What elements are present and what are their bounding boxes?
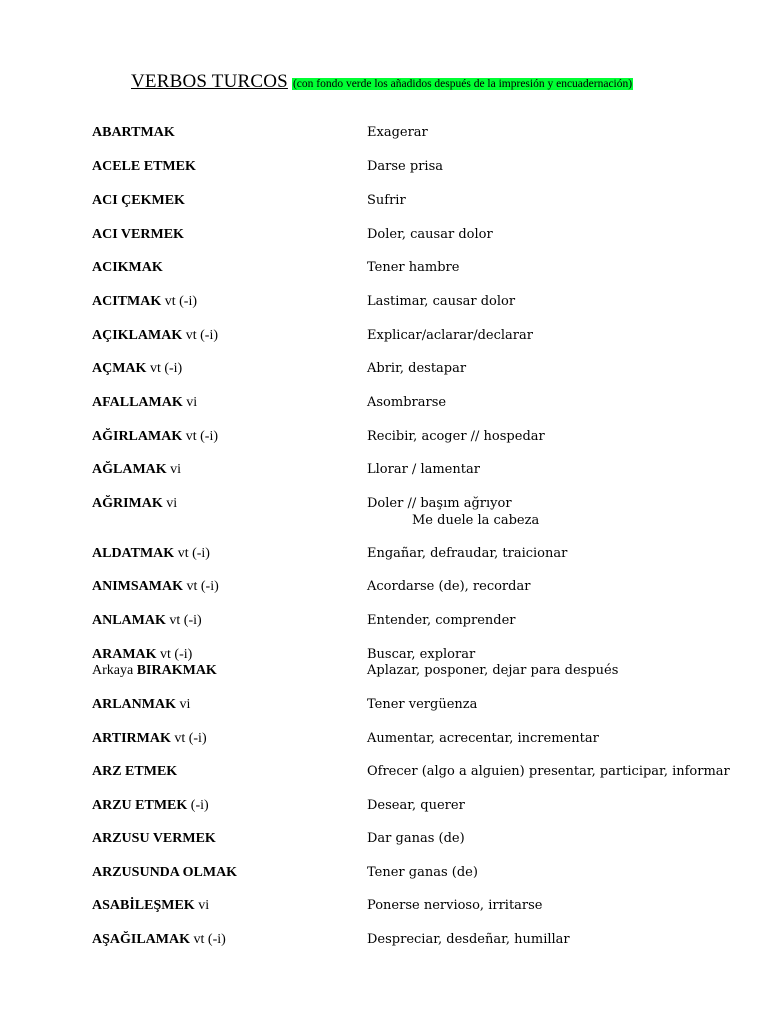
verb-term — [92, 731, 207, 747]
verb-meaning: Aplazar, posponer, dejar para después — [367, 663, 619, 678]
verb-meaning: Ofrecer (algo a alguien) presentar, participar, informar — [367, 764, 730, 779]
verb-term — [92, 193, 185, 209]
verb-name: ARZU ETMEK — [92, 798, 188, 813]
verb-term — [92, 227, 184, 243]
verb-grammar-tag: vt (-i) — [183, 579, 219, 594]
verb-name: ANIMSAMAK — [92, 579, 183, 594]
verb-meaning: Abrir, destapar — [367, 361, 467, 376]
verb-meaning: Explicar/aclarar/declarar — [367, 328, 533, 343]
verb-meaning: Desear, querer — [367, 798, 465, 813]
verb-grammar-tag: vt (-i) — [156, 647, 193, 662]
verb-meaning: Asombrarse — [367, 395, 447, 410]
title-main: VERBOS TURCOS — [131, 71, 288, 92]
title-note-highlighted: (con fondo verde los añadidos después de la impresión y encuadernación) — [292, 78, 633, 90]
verb-name: AĞIRLAMAK — [92, 429, 183, 444]
verb-name: ARZ ETMEK — [92, 764, 178, 779]
verb-meaning: Sufrir — [367, 193, 406, 208]
verb-name: ABARTMAK — [92, 125, 175, 140]
verb-term — [92, 462, 181, 478]
verb-term — [92, 429, 218, 445]
verb-meaning: Doler, causar dolor — [367, 227, 493, 242]
verb-grammar-tag: vt (-i) — [190, 932, 226, 947]
verb-term — [92, 125, 175, 141]
verb-name: ALDATMAK — [92, 546, 175, 561]
verb-meaning: Recibir, acoger // hospedar — [367, 429, 545, 444]
verb-meaning: Aumentar, acrecentar, incrementar — [367, 731, 599, 746]
verb-grammar-tag: vt (-i) — [174, 546, 210, 561]
verb-term — [92, 546, 210, 562]
verb-meaning: Dar ganas (de) — [367, 831, 465, 846]
verb-grammar-tag: vi — [194, 898, 210, 913]
verb-term — [92, 328, 218, 344]
verb-meaning: Entender, comprender — [367, 613, 516, 628]
verb-grammar-tag: vt (-i) — [146, 361, 183, 376]
verb-grammar-tag: vt (-i) — [182, 328, 218, 343]
verb-meaning: Acordarse (de), recordar — [367, 579, 531, 594]
verb-name: ARZUSUNDA OLMAK — [92, 865, 238, 880]
verb-term — [92, 898, 209, 914]
verb-name: ARTIRMAK — [92, 731, 171, 746]
verb-term — [92, 831, 216, 847]
verb-term — [92, 613, 202, 629]
verb-meaning: Tener ganas (de) — [367, 865, 478, 880]
verb-name: AĞLAMAK — [92, 462, 167, 477]
verb-meaning: Engañar, defraudar, traicionar — [367, 546, 568, 561]
verb-meaning: Exagerar — [367, 125, 428, 140]
verb-term — [92, 294, 197, 310]
verb-prefix: Arkaya — [92, 663, 137, 678]
verb-grammar-tag: vt (-i) — [165, 613, 202, 628]
verb-meaning-example: Me duele la cabeza — [412, 513, 540, 528]
verb-name: ANLAMAK — [92, 613, 166, 628]
verb-term — [92, 647, 192, 663]
verb-name: ASABİLEŞMEK — [92, 898, 195, 913]
verb-name: AÇIKLAMAK — [92, 328, 183, 343]
verb-name: ACI VERMEK — [92, 227, 184, 242]
verb-name: ARLANMAK — [92, 697, 176, 712]
verb-grammar-tag: vt (-i) — [170, 731, 207, 746]
verb-name: BIRAKMAK — [136, 663, 217, 678]
verb-grammar-tag: vi — [182, 395, 198, 410]
verb-meaning: Lastimar, causar dolor — [367, 294, 516, 309]
verb-meaning: Darse prisa — [367, 159, 444, 174]
verb-name: ARAMAK — [92, 647, 157, 662]
verb-term — [92, 361, 182, 377]
verb-name: AŞAĞILAMAK — [92, 932, 191, 947]
verb-meaning: Despreciar, desdeñar, humillar — [367, 932, 570, 947]
verb-meaning: Tener vergüenza — [367, 697, 478, 712]
verb-term — [92, 697, 190, 713]
verb-name: AFALLAMAK — [92, 395, 183, 410]
verb-meaning: Doler // başım ağrıyor — [367, 496, 512, 511]
verb-grammar-tag: vi — [166, 462, 182, 477]
verb-term — [92, 865, 237, 881]
verb-grammar-tag: vi — [162, 496, 178, 511]
verb-grammar-tag: vt (-i) — [182, 429, 218, 444]
verb-grammar-tag: vt (-i) — [161, 294, 197, 309]
verb-name: ACITMAK — [92, 294, 162, 309]
verb-term — [92, 932, 226, 948]
verb-meaning: Buscar, explorar — [367, 647, 476, 662]
verb-term — [92, 260, 163, 276]
verb-meaning: Ponerse nervioso, irritarse — [367, 898, 543, 913]
verb-meaning: Tener hambre — [367, 260, 460, 275]
document-title — [131, 71, 633, 93]
verb-name: ACIKMAK — [92, 260, 163, 275]
verb-term — [92, 496, 177, 512]
verb-name: AĞRIMAK — [92, 496, 163, 511]
verb-meaning: Llorar / lamentar — [367, 462, 480, 477]
verb-name: ACI ÇEKMEK — [92, 193, 185, 208]
verb-name: ARZUSU VERMEK — [92, 831, 216, 846]
verb-grammar-tag: vi — [176, 697, 191, 712]
verb-term — [92, 579, 219, 595]
verb-grammar-tag: (-i) — [187, 798, 209, 813]
verb-term — [92, 395, 197, 411]
verb-term — [92, 663, 217, 679]
verb-term — [92, 798, 209, 814]
verb-name: ACELE ETMEK — [92, 159, 196, 174]
verb-term — [92, 764, 177, 780]
verb-term — [92, 159, 196, 175]
verb-name: AÇMAK — [92, 361, 147, 376]
